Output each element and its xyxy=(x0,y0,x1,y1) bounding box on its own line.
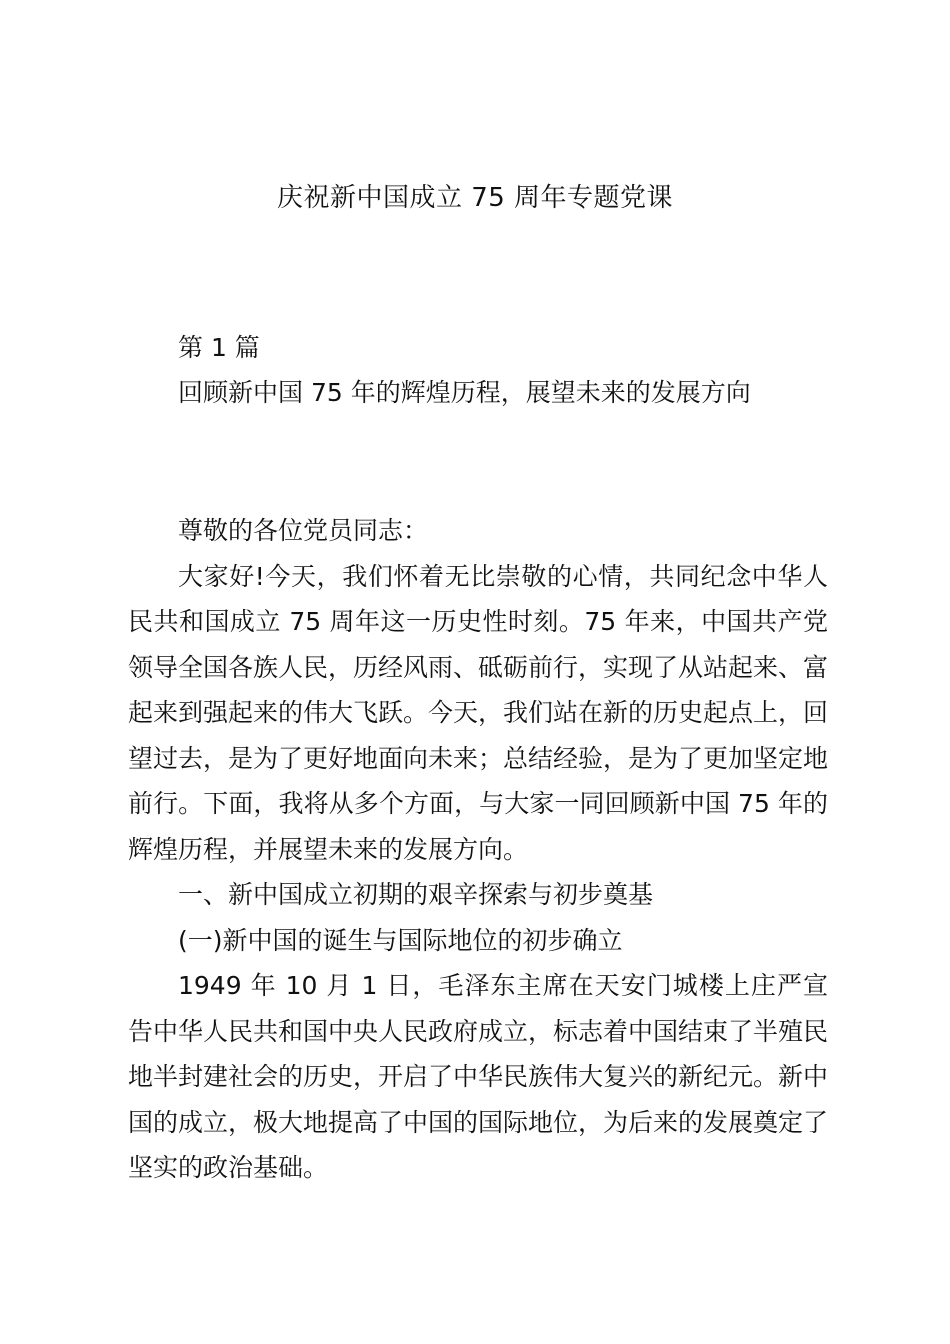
chapter-label: 第 1 篇 xyxy=(178,333,260,362)
section-heading: 一、新中国成立初期的艰辛探索与初步奠基 xyxy=(178,880,654,909)
paragraph: 1949 年 10 月 1 日，毛泽东主席在天安门城楼上庄严宣告中华人民共和国中央人民政府成立，标志着中国结束了半殖民地半封建社会的历史，开启了中华民族伟大复兴的新纪元。新中国的成立，极大地提高了中国的国际地位，为后来的发展奠定了坚实的政治基础。 xyxy=(128,971,829,1182)
chapter-subtitle: 回顾新中国 75 年的辉煌历程，展望未来的发展方向 xyxy=(178,378,751,407)
document-title: 庆祝新中国成立 75 周年专题党课 xyxy=(276,183,674,213)
subsection-heading: (一)新中国的诞生与国际地位的初步确立 xyxy=(178,925,623,955)
document-body xyxy=(128,508,828,1191)
paragraph: 大家好!今天，我们怀着无比崇敬的心情，共同纪念中华人民共和国成立 75 周年这一历史性时刻。75 年来，中国共产党领导全国各族人民，历经风雨、砥砺前行，实现了从站起来、富起来到强起来的伟大飞跃。今天，我们站在新的历史起点上，回望过去，是为了更好地面向未来；总结经验，是为了更加坚定地前行。下面，我将从多个方面，与大家一同回顾新中国 75 年的辉煌历程，并展望未来的发展方向。 xyxy=(128,561,829,864)
salutation: 尊敬的各位党员同志： xyxy=(178,516,429,545)
